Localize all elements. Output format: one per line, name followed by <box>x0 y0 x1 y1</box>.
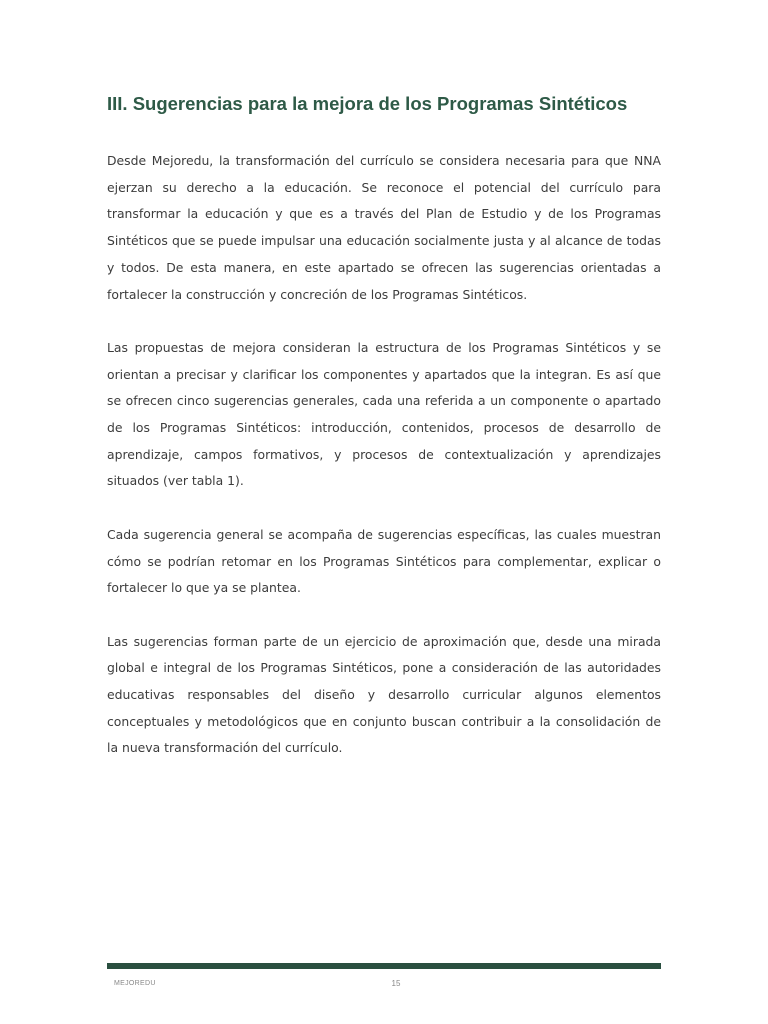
section-body <box>107 148 661 762</box>
page-number: 15 <box>391 979 401 988</box>
footer-organization: MEJOREDU <box>114 980 156 987</box>
section-heading: III. Sugerencias para la mejora de los Programas Sintéticos <box>107 93 628 114</box>
paragraph-specific-suggestions: Cada sugerencia general se acompaña de sugerencias específicas, las cuales muestran cómo se podrían retomar en los Programas Sintéticos para complementar, explicar o fortalecer lo que ya se plantea. <box>107 526 661 596</box>
paragraph-approximation: Las sugerencias forman parte de un ejercicio de aproximación que, desde una mirada global e integral de los Programas Sintéticos, pone a consideración de las autoridades educativas responsables del diseño y desarrollo curricular algunos elementos conceptuales y metodológicos que en conjunto buscan contribuir a la consolidación de la nueva transformación del currículo. <box>107 633 661 756</box>
footer-rule <box>107 963 661 969</box>
paragraph-proposals: Las propuestas de mejora consideran la estructura de los Programas Sintéticos y se orientan a precisar y clarificar los componentes y apartados que la integran. Es así que se ofrecen cinco sugerencias generales, cada una referida a un componente o apartado de los Programas Sintéticos: introducción, contenidos, procesos de desarrollo de aprendizaje, campos formativos, y procesos de contextualización y aprendizajes situados (ver tabla 1). <box>107 339 661 489</box>
paragraph-intro: Desde Mejoredu, la transformación del currículo se considera necesaria para que NNA ejerzan su derecho a la educación. Se reconoce el potencial del currículo para transformar la educación y que es a través del Plan de Estudio y de los Programas Sintéticos que se puede impulsar una educación socialmente justa y al alcance de todas y todos. De esta manera, en este apartado se ofrecen las sugerencias orientadas a fortalecer la construcción y concreción de los Programas Sintéticos. <box>107 153 661 302</box>
